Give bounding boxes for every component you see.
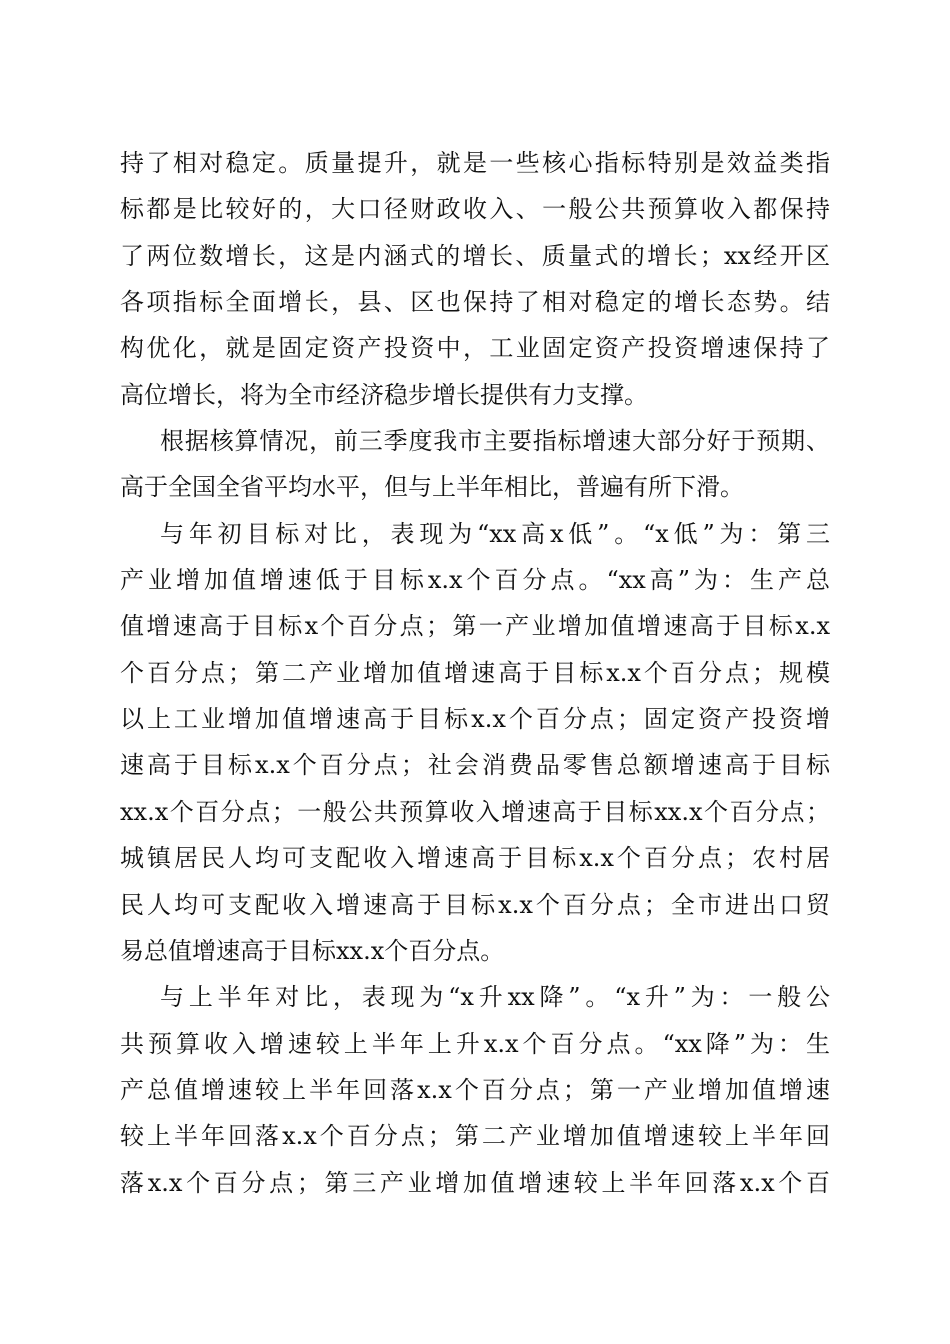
text-line: 速高于目标x.x个百分点；社会消费品零售总额增速高于目标 [120, 751, 830, 780]
text-line: 产总值增速较上半年回落x.x个百分点；第一产业增加值增速 [120, 1075, 830, 1104]
text-line: 构优化，就是固定资产投资中，工业固定资产投资增速保持了 [120, 334, 830, 363]
text-line: 持了相对稳定。质量提升，就是一些核心指标特别是效益类指 [120, 149, 830, 177]
text-line: 共预算收入增速较上半年上升x.x个百分点。“xx降”为：生 [120, 1029, 830, 1058]
text-line: 民人均可支配收入增速高于目标x.x个百分点；全市进出口贸 [120, 890, 830, 919]
paragraph-first-line: 与年初目标对比，表现为“xx高x低”。“x低”为：第三 [160, 519, 830, 548]
text-line: 易总值增速高于目标xx.x个百分点。 [120, 936, 505, 965]
text-line: 个百分点；第二产业增加值增速高于目标x.x个百分点；规模 [120, 658, 830, 687]
text-line: 各项指标全面增长，县、区也保持了相对稳定的增长态势。结 [120, 288, 830, 317]
body-text [120, 140, 830, 1206]
text-line: 较上半年回落x.x个百分点；第二产业增加值增速较上半年回 [120, 1122, 830, 1151]
text-line: 值增速高于目标x个百分点；第一产业增加值增速高于目标x.x [120, 612, 830, 641]
text-line: 高于全国全省平均水平，但与上半年相比，普遍有所下滑。 [120, 473, 744, 502]
text-line: 标都是比较好的，大口径财政收入、一般公共预算收入都保持 [120, 195, 830, 224]
text-line: 产业增加值增速低于目标x.x个百分点。“xx高”为：生产总 [120, 566, 830, 595]
text-line: 高位增长，将为全市经济稳步增长提供有力支撑。 [120, 380, 648, 409]
text-line: 了两位数增长，这是内涵式的增长、质量式的增长；xx经开区 [120, 241, 830, 270]
text-line: 以上工业增加值增速高于目标x.x个百分点；固定资产投资增 [120, 705, 830, 734]
paragraph-first-line: 根据核算情况，前三季度我市主要指标增速大部分好于预期、 [160, 427, 830, 456]
text-line: 城镇居民人均可支配收入增速高于目标x.x个百分点；农村居 [120, 844, 830, 873]
paragraph-first-line: 与上半年对比，表现为“x升xx降”。“x升”为：一般公 [160, 983, 830, 1012]
text-line: xx.x个百分点；一般公共预算收入增速高于目标xx.x个百分点； [120, 797, 830, 826]
text-line: 落x.x个百分点；第三产业增加值增速较上半年回落x.x个百 [120, 1168, 830, 1197]
